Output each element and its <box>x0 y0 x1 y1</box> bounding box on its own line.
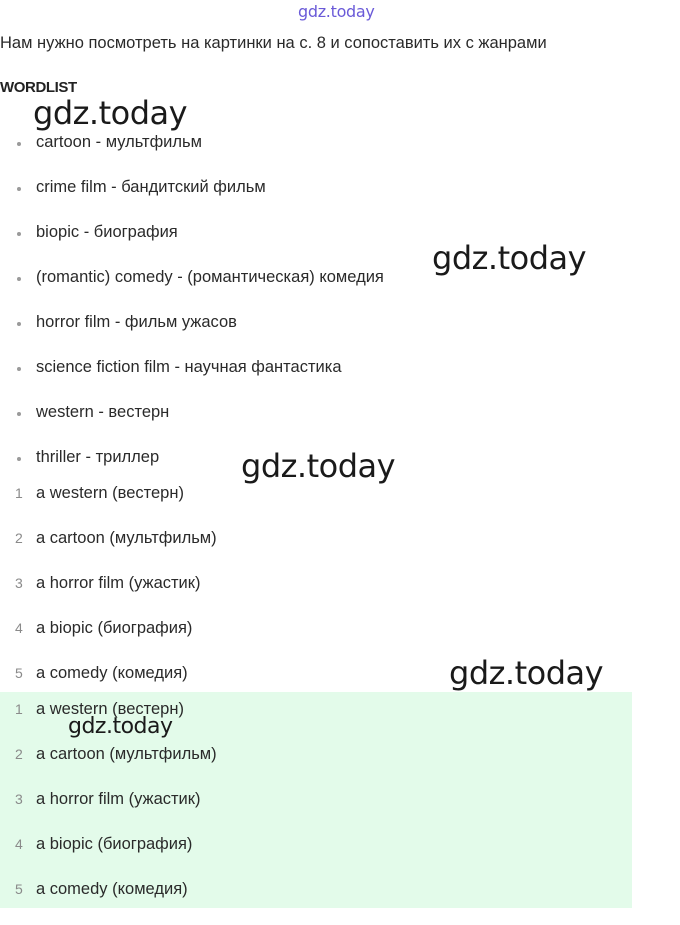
list-item <box>0 403 384 448</box>
list-item <box>0 268 384 313</box>
wordlist <box>0 133 384 493</box>
item-number: 5 <box>15 881 23 897</box>
list-item <box>0 358 384 403</box>
answer-text: a horror film (ужастик) <box>36 790 201 808</box>
watermark-text: gdz.today <box>33 94 188 132</box>
list-item <box>0 313 384 358</box>
wordlist-text: crime film - бандитский фильм <box>36 178 266 196</box>
item-number: 2 <box>15 746 23 762</box>
list-item <box>0 880 217 925</box>
list-item <box>0 790 217 835</box>
wordlist-text: horror film - фильм ужасов <box>36 313 237 331</box>
answer-text: a comedy (комедия) <box>36 664 188 682</box>
wordlist-text: (romantic) comedy - (романтическая) комедия <box>36 268 384 286</box>
watermark-text: gdz.today <box>241 447 396 485</box>
answer-list <box>0 484 217 709</box>
list-item <box>0 835 217 880</box>
wordlist-text: science fiction film - научная фантастика <box>36 358 342 376</box>
list-item <box>0 619 217 664</box>
item-number: 5 <box>15 665 23 681</box>
list-item <box>0 223 384 268</box>
answer-text: a cartoon (мультфильм) <box>36 745 217 763</box>
watermark-text: gdz.today <box>68 714 173 739</box>
list-item <box>0 529 217 574</box>
answer-text: a comedy (комедия) <box>36 880 188 898</box>
item-number: 3 <box>15 575 23 591</box>
wordlist-text: biopic - биография <box>36 223 178 241</box>
item-number: 1 <box>15 485 23 501</box>
answer-text: a horror film (ужастик) <box>36 574 201 592</box>
item-number: 1 <box>15 701 23 717</box>
list-item <box>0 574 217 619</box>
list-item <box>0 484 217 529</box>
answer-text: a cartoon (мультфильм) <box>36 529 217 547</box>
item-number: 3 <box>15 791 23 807</box>
list-item <box>0 133 384 178</box>
answer-text: a western (вестерн) <box>36 484 184 502</box>
answer-text: a biopic (биография) <box>36 619 193 637</box>
answer-text: a biopic (биография) <box>36 835 193 853</box>
answer-text: a western (вестерн) <box>36 700 184 718</box>
watermark-text: gdz.today <box>432 239 587 277</box>
wordlist-text: cartoon - мультфильм <box>36 133 202 151</box>
list-item <box>0 745 217 790</box>
list-item <box>0 178 384 223</box>
wordlist-text: western - вестерн <box>36 403 170 421</box>
top-watermark: gdz.today <box>298 2 375 21</box>
item-number: 4 <box>15 836 23 852</box>
watermark-text: gdz.today <box>449 654 604 692</box>
wordlist-text: thriller - триллер <box>36 448 160 466</box>
item-number: 2 <box>15 530 23 546</box>
item-number: 4 <box>15 620 23 636</box>
task-description: Нам нужно посмотреть на картинки на с. 8 и сопоставить их с жанрами <box>0 34 547 52</box>
wordlist-heading: WORDLIST <box>0 79 77 96</box>
